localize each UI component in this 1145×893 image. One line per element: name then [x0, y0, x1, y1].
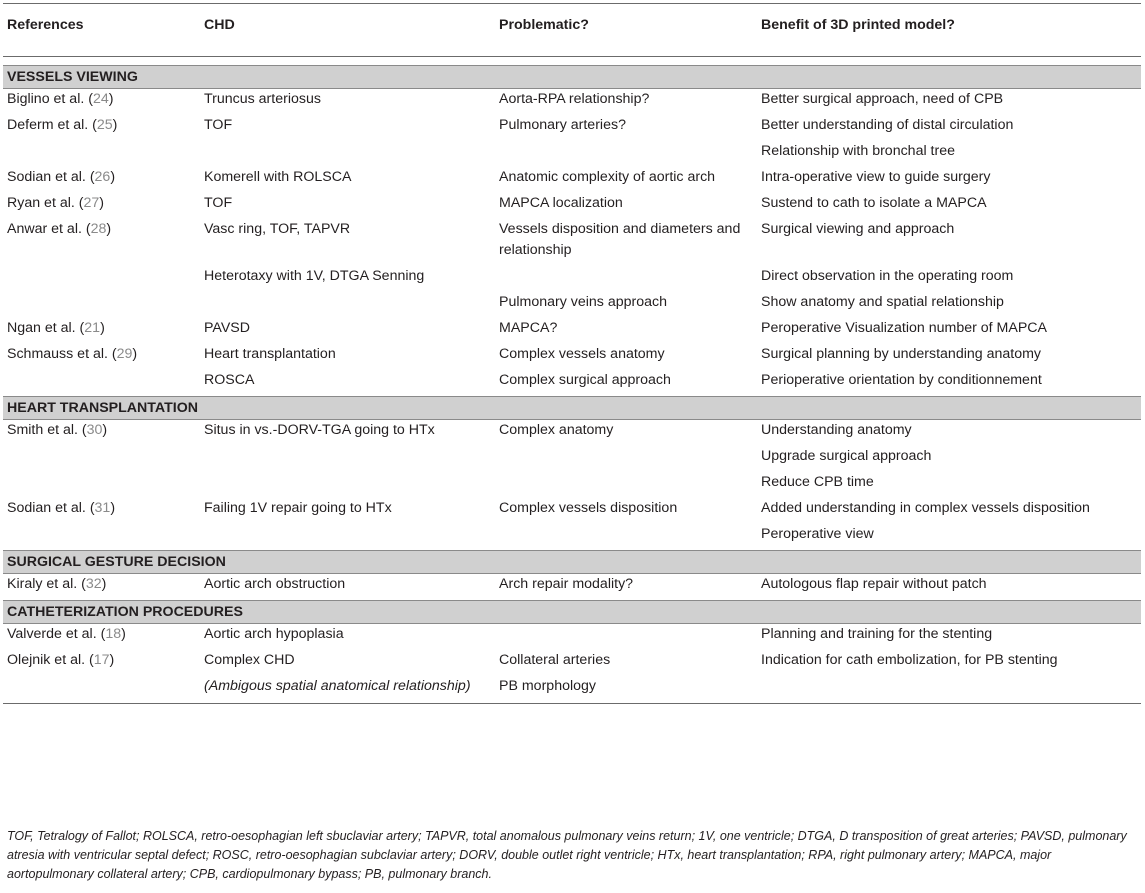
section-title: VESSELS VIEWING	[3, 66, 1141, 89]
cell-reference	[3, 574, 200, 601]
reference-number: 31	[94, 500, 111, 516]
cell-problematic: Complex vessels anatomy	[499, 346, 665, 362]
reference-number: 26	[94, 169, 111, 185]
cell-chd: Aortic arch obstruction	[204, 576, 346, 592]
reference-author: Sodian et al. (	[7, 500, 95, 516]
cell-problematic	[495, 472, 757, 498]
cell-benefit: Direct observation in the operating room	[761, 268, 1014, 284]
cell-problematic	[495, 446, 757, 472]
table-footnote: TOF, Tetralogy of Fallot; ROLSCA, retro-oesophagian left sbuclaviar artery; TAPVR, total anomalous pulmonary veins return; 1V, one ventricle; DTGA, D transposition of great arteries; PAVSD, pulmonary atresia with ventricular septal defect; ROSC, retro-oesophagian subclaviar artery; DORV, double outlet right ventricle; HTx, heart transplantation; RPA, right pulmonary artery; MAPCA, major aortopulmonary collateral artery; CPB, cardiopulmonary bypass; PB, pulmonary branch.	[7, 829, 1127, 881]
cell-problematic: Aorta-RPA relationship?	[499, 91, 650, 107]
header-references: References	[3, 4, 200, 57]
cell-problematic	[495, 524, 757, 551]
reference-author: Valverde et al. (	[7, 626, 106, 642]
cell-reference	[3, 266, 200, 292]
cell-problematic: Collateral arteries	[499, 652, 611, 668]
cell-benefit: Better surgical approach, need of CPB	[761, 91, 1004, 107]
reference-close: )	[102, 422, 108, 438]
cell-problematic: Complex surgical approach	[499, 372, 671, 388]
cell-benefit: Added understanding in complex vessels disposition	[761, 500, 1090, 516]
cell-benefit: Surgical viewing and approach	[761, 221, 955, 237]
section-title: SURGICAL GESTURE DECISION	[3, 551, 1141, 574]
reference-author: Schmauss et al. (	[7, 346, 117, 362]
cell-chd: (Ambigous spatial anatomical relationship)	[204, 678, 471, 694]
table-header	[3, 4, 1141, 57]
table-row	[3, 624, 1141, 651]
table-bottom-rule	[3, 703, 1141, 704]
table-row	[3, 219, 1141, 266]
cell-problematic	[495, 624, 757, 651]
reference-author: Smith et al. (	[7, 422, 87, 438]
reference-number: 17	[93, 652, 110, 668]
cell-chd: Complex CHD	[204, 652, 295, 668]
table-row	[3, 292, 1141, 318]
cell-chd: ROSCA	[204, 372, 255, 388]
table-row	[3, 420, 1141, 447]
cell-problematic: PB morphology	[499, 678, 596, 694]
table-row	[3, 266, 1141, 292]
reference-number: 18	[105, 626, 122, 642]
reference-author: Anwar et al. (	[7, 221, 91, 237]
cell-problematic: Pulmonary veins approach	[499, 294, 667, 310]
cell-benefit: Sustend to cath to isolate a MAPCA	[761, 195, 987, 211]
cell-benefit: Better understanding of distal circulation	[761, 117, 1014, 133]
header-chd: CHD	[200, 4, 495, 57]
header-benefit: Benefit of 3D printed model?	[757, 4, 1141, 57]
reference-close: )	[112, 117, 118, 133]
reference-author: Ryan et al. (	[7, 195, 84, 211]
cell-reference	[3, 676, 200, 703]
cell-benefit: Relationship with bronchal tree	[761, 143, 956, 159]
table-row	[3, 193, 1141, 219]
reference-close: )	[101, 576, 107, 592]
section-header-row	[3, 601, 1141, 624]
table-row	[3, 498, 1141, 524]
reference-number: 28	[90, 221, 107, 237]
references-table	[3, 3, 1141, 704]
section-header-row	[3, 551, 1141, 574]
cell-chd: Heart transplantation	[204, 346, 336, 362]
reference-close: )	[110, 500, 116, 516]
reference-number: 32	[85, 576, 102, 592]
cell-problematic: Arch repair modality?	[499, 576, 634, 592]
cell-reference	[3, 498, 200, 524]
cell-reference	[3, 624, 200, 651]
reference-close: )	[106, 221, 112, 237]
reference-close: )	[132, 346, 138, 362]
cell-chd: TOF	[204, 195, 233, 211]
reference-number: 27	[83, 195, 100, 211]
table-row	[3, 370, 1141, 397]
cell-reference	[3, 524, 200, 551]
reference-close: )	[110, 169, 116, 185]
section-header-row	[3, 397, 1141, 420]
cell-chd: Truncus arteriosus	[204, 91, 321, 107]
reference-author: Kiraly et al. (	[7, 576, 86, 592]
cell-problematic: Complex anatomy	[499, 422, 614, 438]
cell-benefit: Understanding anatomy	[761, 422, 912, 438]
cell-chd: Heterotaxy with 1V, DTGA Senning	[204, 268, 425, 284]
cell-problematic	[495, 141, 757, 167]
reference-close: )	[109, 652, 115, 668]
table-row	[3, 318, 1141, 344]
cell-problematic: Pulmonary arteries?	[499, 117, 626, 133]
cell-problematic	[495, 266, 757, 292]
cell-reference	[3, 115, 200, 141]
cell-problematic: Anatomic complexity of aortic arch	[499, 169, 716, 185]
cell-chd	[200, 292, 495, 318]
cell-chd	[200, 446, 495, 472]
cell-problematic: MAPCA?	[499, 320, 558, 336]
table-row	[3, 472, 1141, 498]
reference-author: Biglino et al. (	[7, 91, 93, 107]
cell-chd: Failing 1V repair going to HTx	[204, 500, 392, 516]
cell-chd: TOF	[204, 117, 233, 133]
table-row	[3, 446, 1141, 472]
table-row	[3, 344, 1141, 370]
cell-reference	[3, 344, 200, 370]
reference-close: )	[99, 195, 105, 211]
cell-benefit: Planning and training for the stenting	[761, 626, 993, 642]
cell-benefit: Autologous flap repair without patch	[761, 576, 987, 592]
table-row	[3, 676, 1141, 703]
table-row	[3, 141, 1141, 167]
cell-benefit: Indication for cath embolization, for PB stenting	[761, 652, 1058, 668]
cell-reference	[3, 472, 200, 498]
cell-problematic: MAPCA localization	[499, 195, 623, 211]
cell-benefit: Show anatomy and spatial relationship	[761, 294, 1004, 310]
cell-problematic: Complex vessels disposition	[499, 500, 678, 516]
cell-chd: PAVSD	[204, 320, 250, 336]
cell-chd	[200, 141, 495, 167]
table-row	[3, 167, 1141, 193]
table-row	[3, 115, 1141, 141]
cell-chd: Komerell with ROLSCA	[204, 169, 352, 185]
cell-reference	[3, 420, 200, 447]
cell-benefit: Surgical planning by understanding anatomy	[761, 346, 1041, 362]
cell-reference	[3, 318, 200, 344]
reference-number: 25	[96, 117, 113, 133]
section-title: CATHETERIZATION PROCEDURES	[3, 601, 1141, 624]
cell-benefit: Reduce CPB time	[761, 474, 874, 490]
cell-reference	[3, 370, 200, 397]
cell-reference	[3, 193, 200, 219]
reference-close: )	[108, 91, 114, 107]
reference-close: )	[100, 320, 105, 336]
table-row	[3, 574, 1141, 601]
cell-benefit: Upgrade surgical approach	[761, 448, 932, 464]
cell-benefit: Peroperative view	[761, 526, 874, 542]
section-header-row	[3, 66, 1141, 89]
table-row	[3, 89, 1141, 116]
cell-chd	[200, 524, 495, 551]
reference-author: Sodian et al. (	[7, 169, 95, 185]
header-problematic: Problematic?	[495, 4, 757, 57]
reference-close: )	[121, 626, 126, 642]
cell-benefit: Perioperative orientation by conditionnement	[761, 372, 1042, 388]
cell-reference	[3, 219, 200, 266]
cell-reference	[3, 446, 200, 472]
cell-chd: Aortic arch hypoplasia	[204, 626, 344, 642]
cell-problematic: Vessels disposition and diameters and relationship	[499, 221, 741, 258]
reference-number: 24	[92, 91, 109, 107]
reference-number: 21	[84, 320, 101, 336]
reference-number: 30	[86, 422, 103, 438]
cell-reference	[3, 650, 200, 676]
cell-benefit: Intra-operative view to guide surgery	[761, 169, 991, 185]
reference-author: Ngan et al. (	[7, 320, 85, 336]
cell-reference	[3, 292, 200, 318]
cell-chd: Vasc ring, TOF, TAPVR	[204, 221, 351, 237]
table-row	[3, 650, 1141, 676]
table-body	[3, 57, 1141, 704]
cell-reference	[3, 89, 200, 116]
reference-number: 29	[116, 346, 133, 362]
cell-reference	[3, 141, 200, 167]
cell-reference	[3, 167, 200, 193]
cell-benefit: Peroperative Visualization number of MAPCA	[761, 320, 1047, 336]
reference-author: Deferm et al. (	[7, 117, 97, 133]
cell-chd	[200, 472, 495, 498]
cell-chd: Situs in vs.-DORV-TGA going to HTx	[204, 422, 435, 438]
section-title: HEART TRANSPLANTATION	[3, 397, 1141, 420]
cell-benefit	[757, 676, 1141, 703]
reference-author: Olejnik et al. (	[7, 652, 94, 668]
table-row	[3, 524, 1141, 551]
